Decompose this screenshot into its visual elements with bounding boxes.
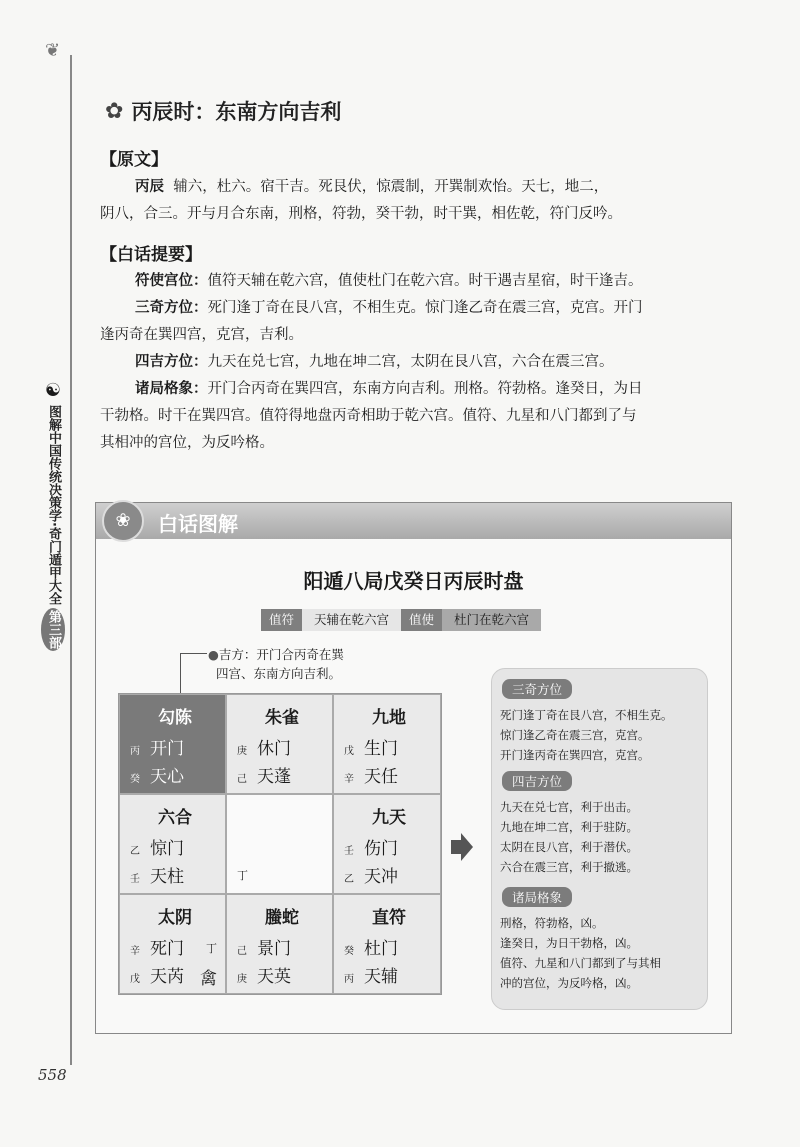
section-heading — [105, 95, 341, 127]
original-heading: 【原文】 — [100, 150, 168, 170]
palace-cell: 六合 乙 惊门 壬 天柱 — [119, 794, 226, 894]
panel-lines-siji: 九天在兑七宫，利于出击。 九地在坤二宫，利于驻防。 太阴在艮八宫，利于潜伏。 六合在震三宫，利于撤逃。 — [500, 800, 638, 874]
palace-cell: 九地 戊 生门 辛 天任 — [333, 694, 441, 794]
palace-cell: 太阴 辛 死门 戊 天芮 丁 禽 — [119, 894, 226, 994]
side-running-title: ☯ 图解中国传统决策学·奇门遁甲大全 第三部 — [38, 380, 68, 655]
callout-line — [180, 653, 207, 654]
part-badge: 第三部 — [41, 608, 65, 651]
analysis-panel — [491, 668, 708, 1010]
palace-cell: 九天 壬 伤门 乙 天冲 — [333, 794, 441, 894]
summary-paragraph: 符使宫位：值符天辅在乾六宫，值使杜门在乾六宫。时干遇吉星宿，时干逢吉。 三奇方位：死门逢丁奇在艮八宫，不相生克。惊门逢乙奇在震三宫，克宫。开门 逢丙奇在巽四宫，克宫，吉利。 四吉方位：九天在兑七宫，九地在坤二宫，太阴在艮八宫，六合在震三宫。 诸局格象：开门合丙奇在巽四宫，东南方向吉利。刑格。符勃格。逢癸日，为日 干勃格。时干在巽四宫。值符得地盘丙奇相助于乾六宫。值符、九星和八门都到了与 其相冲的宫位，为反吟格。 — [100, 273, 643, 451]
palace-cell: 朱雀 庚 休门 己 天蓬 — [226, 694, 333, 794]
auspicious-note: ●吉方：开门合丙奇在巽 四宫、东南方向吉利。 — [208, 647, 344, 681]
center-palace: 丁 — [226, 794, 333, 894]
panel-tag-sanqi: 三奇方位 — [502, 679, 572, 699]
page-title: 丙辰时：东南方向吉利 — [131, 100, 342, 124]
palace-grid — [118, 693, 442, 995]
page-number: 558 — [38, 1066, 67, 1084]
box-logo-icon: ❀ — [102, 500, 144, 542]
palace-cell: 勾陈 丙 开门 癸 天心 — [119, 694, 226, 794]
panel-tag-siji: 四吉方位 — [502, 771, 572, 791]
panel-lines-sanqi: 死门逢丁奇在艮八宫，不相生克。 惊门逢乙奇在震三宫，克宫。 开门逢丙奇在巽四宫，克宫。 — [500, 708, 673, 762]
yin-yang-icon: ☯ — [44, 380, 62, 401]
arrow-right-icon — [451, 833, 473, 861]
callout-line-vertical — [180, 653, 181, 693]
palace-cell: 螣蛇 己 景门 庚 天英 — [226, 894, 333, 994]
zhifu-zhishi-bar: 值符 天辅在乾六宫 值使 杜门在乾六宫 — [261, 609, 541, 631]
corner-ornament-icon: ❦ — [45, 40, 61, 61]
panel-tag-geju: 诸局格象 — [502, 887, 572, 907]
cloud-ornament-icon: ✿ — [105, 98, 124, 124]
panel-lines-geju: 刑格，符勃格，凶。 逢癸日，为日干勃格，凶。 值符、九星和八门都到了与其相 冲的宫位，为反吟格，凶。 — [500, 916, 661, 990]
margin-line — [70, 55, 72, 1065]
original-paragraph: 丙辰 辅六，杜六。宿干吉。死艮伏，惊震制，开巽制欢怡。天七，地二， 阴八，合三。开与月合东南，刑格，符勃，癸干勃，时干巽，相佐乾，符门反吟。 — [100, 179, 622, 222]
box-title: 白话图解 — [158, 512, 238, 536]
chart-title: 阳遁八局戊癸日丙辰时盘 — [303, 569, 524, 593]
illustration-box — [95, 502, 732, 1034]
palace-cell: 直符 癸 杜门 丙 天辅 — [333, 894, 441, 994]
summary-heading: 【白话提要】 — [100, 245, 202, 265]
